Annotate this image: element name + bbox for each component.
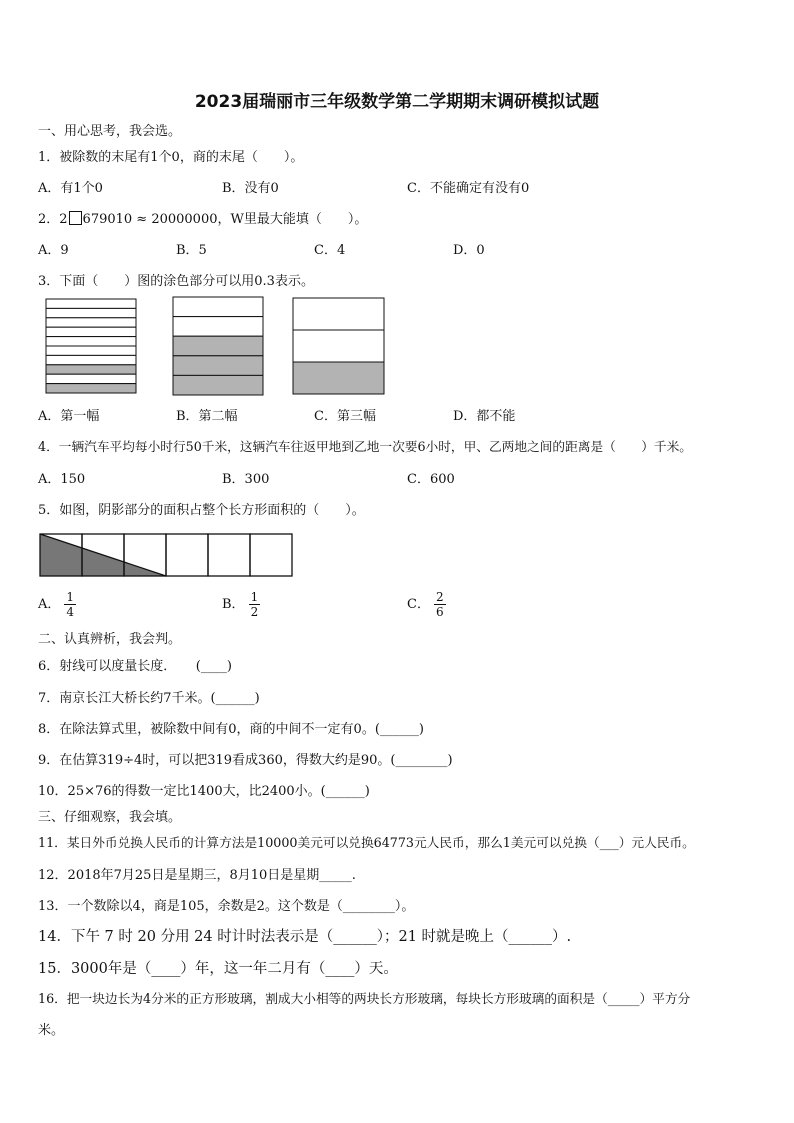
shaded-strip [173,356,263,376]
question-16-continued: 米。 [38,1023,65,1038]
question-14: 14．下午 7 时 20 分用 24 时计时法表示是（______）；21 时就是晚上（______）. [38,929,572,945]
question-11: 11．某日外币兑换人民币的计算方法是10000美元可以兑换64773元人民币，那么1美元可以兑换（___）元人民币。 [38,835,695,850]
q2-option-a: A．9 [38,243,69,258]
q3-figure-3 [292,297,385,395]
question-1: 1．被除数的末尾有1个0，商的末尾（ ）。 [38,150,304,165]
q3-option-b: B．第二幅 [176,409,238,424]
question-4: 4．一辆汽车平均每小时行50千米，这辆汽车往返甲地到乙地一次要6小时，甲、乙两地之间的距离是（ ）千米。 [38,439,692,454]
strip [46,355,136,364]
shaded-strip [46,384,136,393]
cell [166,534,208,576]
shaded-strip [173,375,263,395]
question-7: 7．南京长江大桥长约7千米。(______) [38,691,260,706]
fraction [64,590,76,619]
q5-option-a [38,590,76,619]
shaded-strip [173,336,263,356]
blank-box-icon [69,211,82,225]
strip [46,308,136,317]
shaded-strip [46,365,136,374]
q5-option-b-label: B． [222,597,245,612]
strip [173,317,263,337]
fraction-numerator: 1 [66,590,75,604]
question-13: 13．一个数除以4，商是105，余数是2。这个数是（________）。 [38,899,415,914]
strip [46,337,136,346]
q2-option-c: C．4 [314,243,346,258]
question-2-prefix: 2．2 [38,212,68,227]
section-heading-judge: 二、认真辨析，我会判。 [38,632,182,647]
question-2-suffix: 679010 ≈ 20000000，W里最大能填（ ）。 [82,212,368,227]
q2-option-b: B．5 [176,243,207,258]
question-2 [38,208,367,227]
q1-option-c: C．不能确定有没有0 [407,181,530,196]
question-15: 15．3000年是（____）年，这一年二月有（____）天。 [38,961,398,977]
q4-option-b: B．300 [222,472,270,487]
question-12: 12．2018年7月25日是星期三，8月10日是星期_____. [38,868,356,883]
strip [46,318,136,327]
q1-option-a: A．有1个0 [38,181,103,196]
question-10: 10．25×76的得数一定比1400大，比2400小。(______) [38,784,370,799]
q2-option-d: D．0 [453,243,485,258]
question-16: 16．把一块边长为4分米的正方形玻璃，割成大小相等的两块长方形玻璃，每块长方形玻璃的面积是（_____）平方分 [38,991,691,1006]
q5-option-b [222,590,260,619]
cell [250,534,292,576]
q5-option-c [407,590,446,619]
fraction-denominator: 2 [250,605,259,619]
strip [46,327,136,336]
shaded-strip [293,362,384,394]
q3-option-a: A．第一幅 [38,409,100,424]
fraction-numerator: 2 [435,590,444,604]
q3-option-d: D．都不能 [453,409,516,424]
q3-figure-1 [45,298,137,394]
fraction-numerator: 1 [250,590,259,604]
strip [173,297,263,317]
fraction-denominator: 6 [435,605,444,619]
q4-option-c: C．600 [407,472,455,487]
cell [208,534,250,576]
strip [293,298,384,330]
q3-option-c: C．第三幅 [314,409,376,424]
strip [293,330,384,362]
question-8: 8．在除法算式里，被除数中间有0，商的中间不一定有0。(______) [38,722,424,737]
section-heading-choice: 一、用心思考，我会选。 [38,124,182,139]
question-5: 5．如图，阴影部分的面积占整个长方形面积的（ ）。 [38,503,365,518]
strip [46,374,136,383]
fraction [249,590,261,619]
question-3: 3．下面（ ）图的涂色部分可以用0.3表示。 [38,274,314,289]
fraction [434,590,446,619]
fraction-denominator: 4 [66,605,75,619]
q5-option-c-label: C． [407,597,430,612]
q3-figure-2 [172,296,264,396]
question-9: 9．在估算319÷4时，可以把319看成360，得数大约是90。(________) [38,753,453,768]
strip [46,346,136,355]
q5-option-a-label: A． [38,597,61,612]
q5-rectangle-figure [39,533,293,577]
q4-option-a: A．150 [38,472,86,487]
section-heading-fill: 三、仔细观察，我会填。 [38,810,182,825]
strip [46,299,136,308]
q1-option-b: B．没有0 [222,181,279,196]
question-6: 6．射线可以度量长度． (____) [38,659,232,674]
page-title: 2023届瑞丽市三年级数学第二学期期末调研模拟试题 [194,92,600,112]
